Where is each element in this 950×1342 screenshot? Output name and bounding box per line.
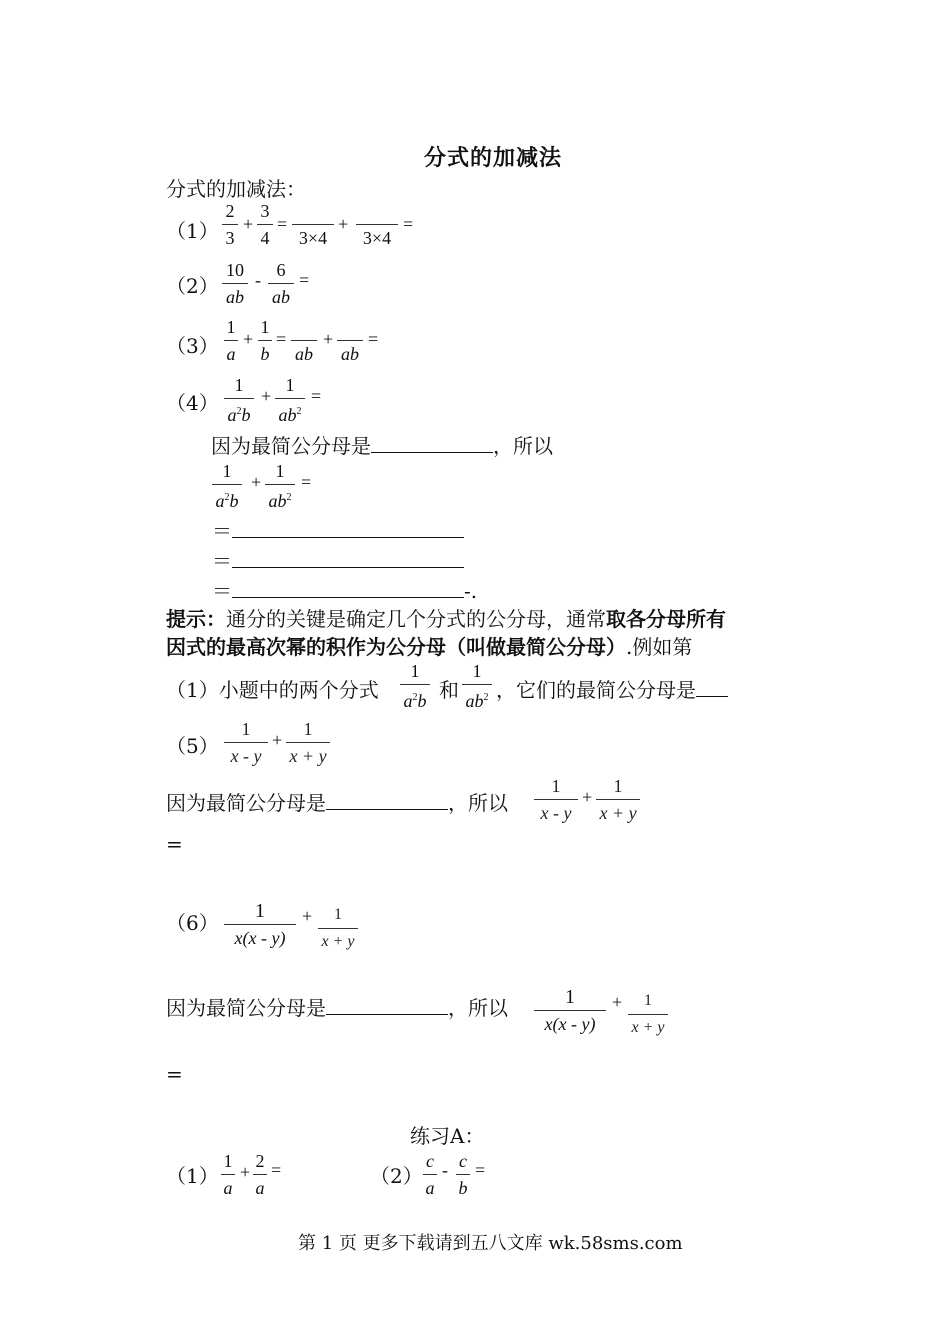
minus-op: - (255, 270, 261, 290)
answer-blank[interactable] (232, 577, 464, 598)
p1-fraction-2 (257, 200, 273, 249)
p6-repeat-fraction-1: 1 x(x - y) (534, 986, 606, 1035)
hint-line-1 (166, 603, 726, 632)
denominator: a (226, 344, 236, 364)
p4-repeat-fraction-1: 1 $a^2b$ (212, 460, 242, 512)
eq-sign: ＝ (212, 579, 232, 603)
p6-lcd-line (166, 992, 508, 1021)
plus-op: + (243, 329, 254, 349)
practice-q1-label: （1） (166, 1164, 219, 1188)
numerator: 1 (303, 719, 313, 739)
plus-op: + (240, 1162, 251, 1182)
because-text: 因为最简公分母是 (166, 996, 326, 1020)
denominator: 3×4 (362, 228, 392, 248)
practice-q2-fraction-2 (456, 1150, 470, 1199)
eq-sign: ＝ (212, 549, 232, 573)
problem-5-label: （5） (166, 734, 219, 758)
p4-repeat-fraction-2: 1 $ab^2$ (265, 460, 295, 512)
eq-op: = (301, 472, 312, 492)
hint-fraction-1: 1 $a^2b$ (400, 660, 430, 712)
numerator: 1 (241, 719, 251, 739)
numerator: 2 (225, 201, 235, 221)
p3-fraction-3 (291, 316, 317, 365)
p6-repeat-fraction-2: 1 x + y (628, 990, 668, 1039)
so-text: ，所以 (493, 434, 553, 458)
practice-q2-fraction-1 (423, 1150, 437, 1199)
p6-eq-sign: = (166, 1062, 183, 1086)
eq-op: = (271, 1160, 282, 1180)
hint-label: 提示： (166, 607, 226, 631)
denominator: x + y (289, 746, 327, 766)
practice-q1-fraction-1 (221, 1150, 235, 1199)
plus-op: + (243, 214, 254, 234)
denominator: a (255, 1178, 265, 1198)
numerator: 10 (226, 260, 244, 280)
denominator: a (223, 1178, 233, 1198)
numerator: 1 (285, 375, 295, 395)
end-mark: -. (464, 579, 478, 603)
denominator: 4 (260, 228, 270, 248)
problem-2-label: （2） (166, 274, 219, 298)
eq-op: = (299, 270, 310, 290)
page-footer: 第 1 页 更多下载请到五八文库 wk.58sms.com (298, 1233, 683, 1254)
because-text: 因为最简公分母是 (166, 791, 326, 815)
answer-blank[interactable] (232, 547, 464, 568)
p1-fraction-4 (356, 200, 398, 249)
plus-op: + (323, 329, 334, 349)
denominator: x(x - y) (234, 928, 286, 948)
because-text: 因为最简公分母是 (211, 434, 371, 458)
hint-fraction-2: 1 $ab^2$ (462, 660, 492, 712)
step-line-1 (212, 515, 464, 544)
p1-fraction-1 (222, 200, 238, 249)
hint-line-2 (166, 631, 692, 660)
numerator: 2 (255, 1151, 265, 1171)
hint-text: ，它们的最简公分母是 (496, 678, 696, 702)
minus-op: - (442, 1160, 448, 1180)
plus-op: + (302, 906, 313, 926)
practice-title: 练习A： (410, 1124, 485, 1148)
hint-bold: 取各分母所有 (606, 607, 726, 631)
numerator: c (426, 1151, 434, 1171)
p3-fraction-1 (224, 316, 238, 365)
numerator: 1 (226, 317, 236, 337)
so-text: ，所以 (448, 996, 508, 1020)
denominator: b (260, 344, 270, 364)
plus-op: + (272, 730, 283, 750)
answer-blank[interactable] (696, 676, 728, 697)
hint-line-3-a: （1）小题中的两个分式 (166, 678, 379, 702)
numerator: 6 (276, 260, 286, 280)
problem-3-label: （3） (166, 334, 219, 358)
denominator: x + y (321, 933, 355, 950)
numerator: 3 (260, 201, 270, 221)
answer-blank[interactable] (371, 432, 493, 453)
p5-repeat-fraction-1: 1 x - y (534, 775, 578, 824)
intro-text: 分式的加减法： (166, 177, 306, 201)
p2-fraction-2 (268, 259, 294, 308)
p4-lcd-line (211, 430, 553, 459)
p5-eq-sign: = (166, 832, 183, 856)
p5-repeat-fraction-2: 1 x + y (596, 775, 640, 824)
denominator: 3×4 (298, 228, 328, 248)
denominator: ab (341, 344, 359, 364)
and-text: 和 (439, 678, 459, 702)
plus-op: + (251, 472, 262, 492)
p2-fraction-1 (222, 259, 248, 308)
p3-fraction-4 (337, 316, 363, 365)
p5-fraction-1 (224, 718, 268, 767)
hint-text: 通分的关键是确定几个分式的公分母，通常 (226, 607, 606, 631)
plus-op: + (261, 386, 272, 406)
numerator: 1 (255, 900, 265, 922)
p5-fraction-2 (286, 718, 330, 767)
practice-q2-label: （2） (370, 1164, 423, 1188)
denominator: ab (295, 344, 313, 364)
p4-fraction-1: 1 $a^2b$ (224, 374, 254, 426)
p5-lcd-line (166, 787, 508, 816)
plus-op: + (338, 214, 349, 234)
so-text: ，所以 (448, 791, 508, 815)
denominator: ab (226, 287, 244, 307)
p4-fraction-2: 1 $ab^2$ (275, 374, 305, 426)
plus-op: + (612, 992, 623, 1012)
eq-sign: ＝ (212, 519, 232, 543)
numerator: c (459, 1151, 467, 1171)
p3-fraction-2 (258, 316, 272, 365)
denominator: 3 (225, 228, 235, 248)
answer-blank[interactable] (326, 789, 448, 810)
eq-op: = (368, 329, 379, 349)
numerator: 1 (234, 375, 244, 395)
step-line-3 (212, 575, 477, 604)
step-line-2 (212, 545, 464, 574)
hint-bold: 因式的最高次幂的积作为公分母（叫做最简公分母） (166, 635, 626, 659)
p6-fraction-2 (318, 904, 358, 953)
numerator: 1 (260, 317, 270, 337)
hint-line-3-b (496, 674, 728, 703)
eq-op: = (277, 214, 288, 234)
denominator: x - y (230, 746, 262, 766)
numerator: 1 (223, 1151, 233, 1171)
p6-fraction-1 (224, 900, 296, 949)
denominator: a (425, 1178, 435, 1198)
problem-4-label: （4） (166, 391, 219, 415)
numerator: 1 (334, 906, 342, 923)
plus-op: + (582, 787, 593, 807)
answer-blank[interactable] (326, 994, 448, 1015)
problem-6-label: （6） (166, 911, 219, 935)
practice-q1-fraction-2 (253, 1150, 267, 1199)
p1-fraction-3 (292, 200, 334, 249)
answer-blank[interactable] (232, 517, 464, 538)
eq-op: = (475, 1160, 486, 1180)
hint-text: .例如第 (626, 635, 693, 659)
page-title: 分式的加减法 (424, 145, 563, 171)
denominator: ab (272, 287, 290, 307)
problem-1-label: （1） (166, 219, 219, 243)
eq-op: = (311, 386, 322, 406)
eq-op: = (403, 214, 414, 234)
eq-op: = (276, 329, 287, 349)
denominator: b (458, 1178, 468, 1198)
